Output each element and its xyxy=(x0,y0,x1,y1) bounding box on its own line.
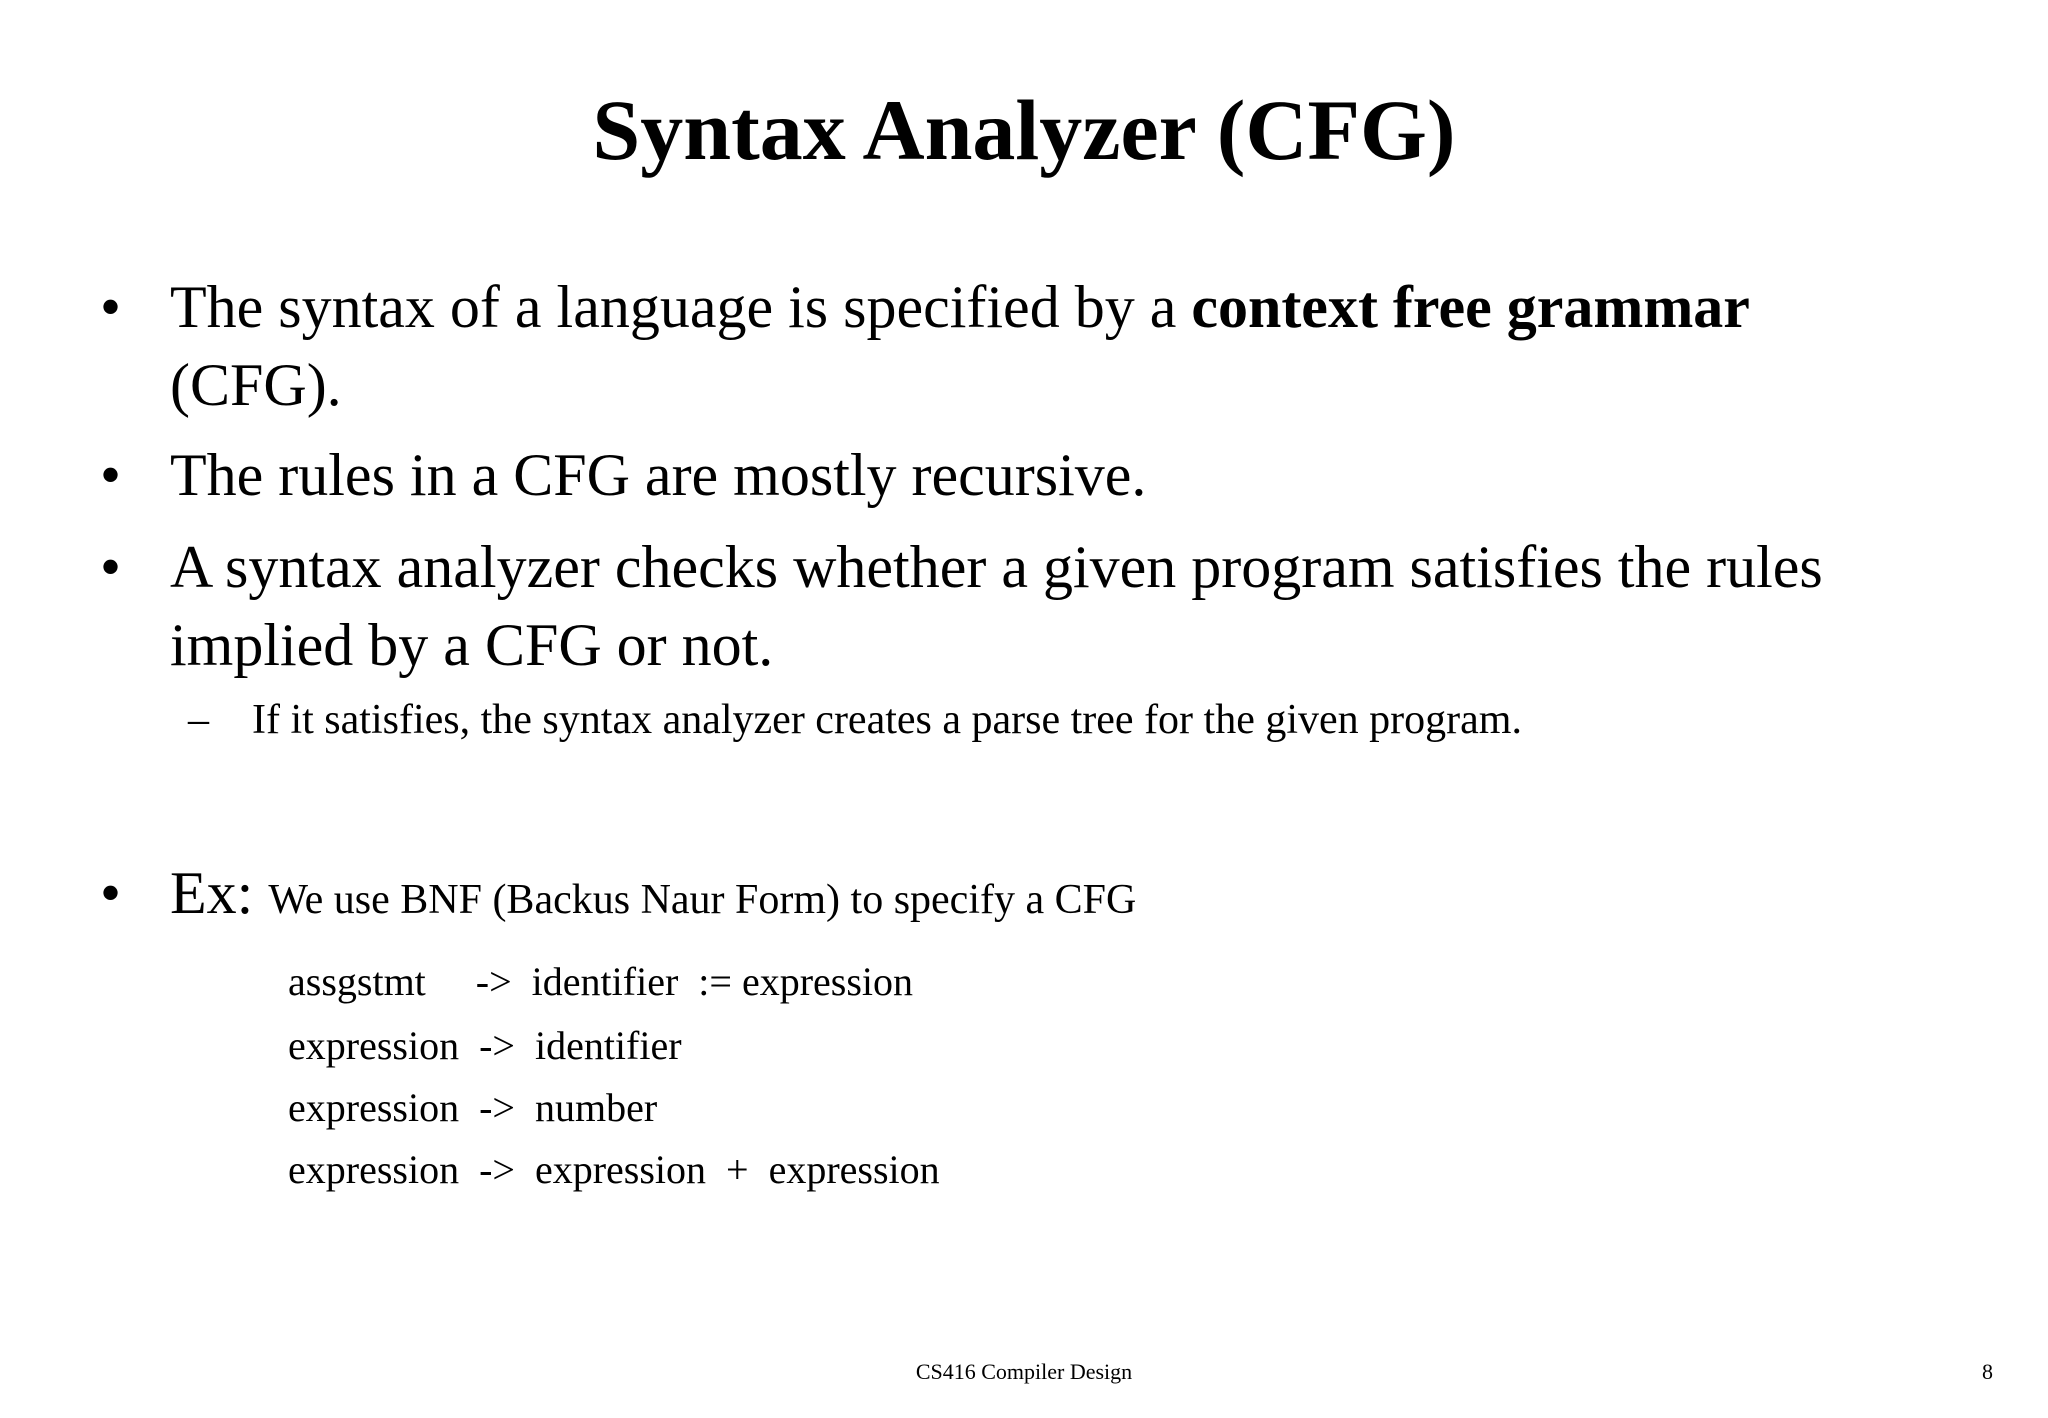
slide-title: Syntax Analyzer (CFG) xyxy=(592,82,1456,178)
bullet-item-cfg-definition xyxy=(170,268,1970,424)
bullet-marker: • xyxy=(100,442,122,508)
sub-bullet-parse-tree: If it satisfies, the syntax analyzer creates a parse tree for the given program. xyxy=(252,697,1522,743)
grammar-rule: assgstmt -> identifier := expression xyxy=(288,959,914,1004)
bullet-text: A syntax analyzer checks whether a given program satisfies the rules xyxy=(170,534,1823,600)
example-text: We use BNF (Backus Naur Form) to specify a CFG xyxy=(268,877,1137,923)
bullet-item-recursive-rules: The rules in a CFG are mostly recursive. xyxy=(170,442,1147,508)
footer-course-title: CS416 Compiler Design xyxy=(915,1359,1133,1384)
grammar-rule: expression -> number xyxy=(288,1085,658,1130)
bullet-marker: • xyxy=(100,274,122,340)
bullet-text-continued: (CFG). xyxy=(170,352,342,418)
sub-bullet-marker: – xyxy=(188,697,209,743)
grammar-rule: expression -> expression + expression xyxy=(288,1147,940,1192)
grammar-rule: expression -> identifier xyxy=(288,1023,682,1068)
bullet-text: The syntax of a language is specified by a xyxy=(170,274,1192,340)
bullet-item-syntax-check xyxy=(170,528,1970,684)
footer-page-number: 8 xyxy=(1982,1359,1993,1384)
bullet-marker: • xyxy=(100,860,122,926)
bullet-bold-term: context free grammar xyxy=(1191,274,1750,340)
bullet-item-example xyxy=(170,854,1970,939)
example-label: Ex: xyxy=(170,860,254,926)
bullet-marker: • xyxy=(100,534,122,600)
bullet-text-continued: implied by a CFG or not. xyxy=(170,612,774,678)
